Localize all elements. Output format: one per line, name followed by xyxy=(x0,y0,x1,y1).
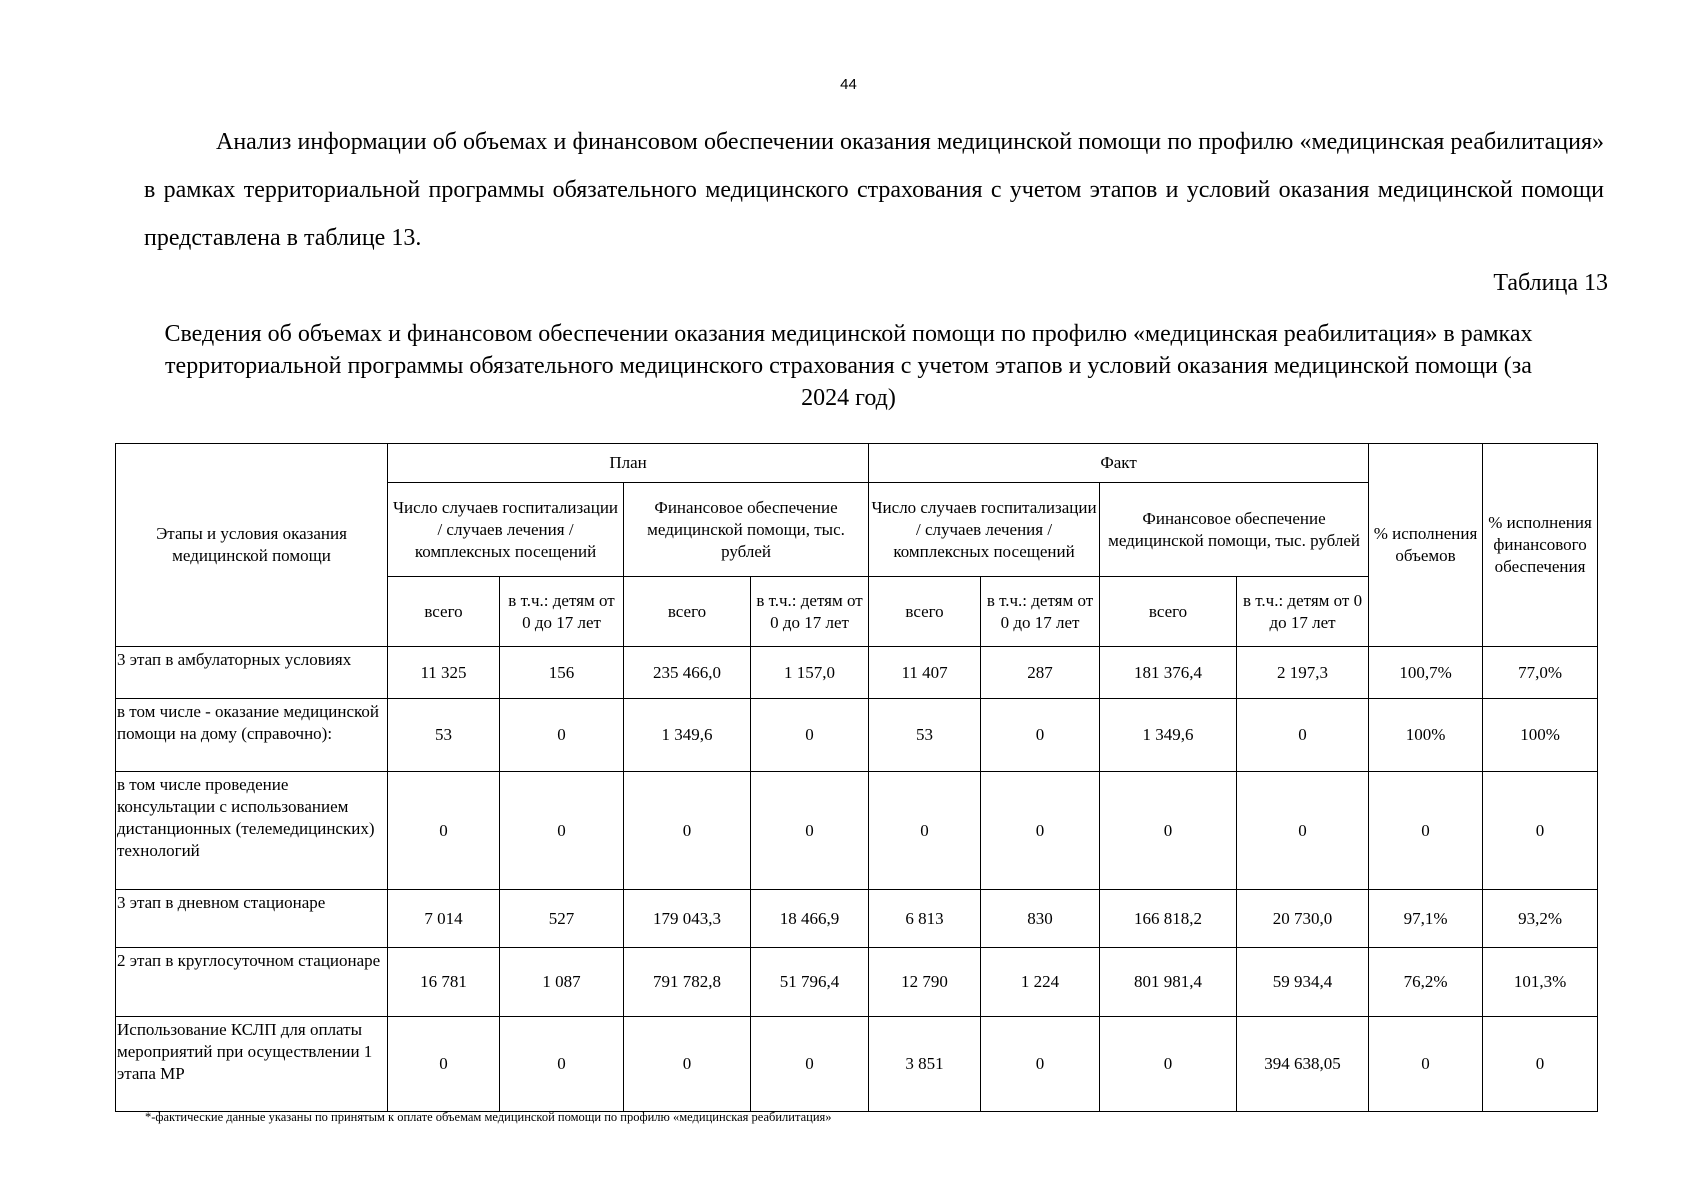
table-row xyxy=(116,948,1598,1017)
cell: 0 xyxy=(500,772,624,890)
row-label: 2 этап в круглосуточном стационаре xyxy=(116,948,388,1017)
table-row xyxy=(116,699,1598,772)
cell: 100,7% xyxy=(1369,647,1483,699)
cell: 53 xyxy=(869,699,981,772)
cell: 0 xyxy=(981,772,1100,890)
cell: 179 043,3 xyxy=(624,890,751,948)
cell: 0 xyxy=(500,699,624,772)
cell: 1 157,0 xyxy=(751,647,869,699)
cell: 101,3% xyxy=(1483,948,1598,1017)
cell: 0 xyxy=(751,699,869,772)
cell: 287 xyxy=(981,647,1100,699)
header-plan-cases-children: в т.ч.: детям от 0 до 17 лет xyxy=(500,577,624,647)
cell: 6 813 xyxy=(869,890,981,948)
cell: 0 xyxy=(1369,1017,1483,1112)
cell: 0 xyxy=(388,1017,500,1112)
header-fact: Факт xyxy=(869,444,1369,483)
row-label: в том числе - оказание медицинской помощи на дому (справочно): xyxy=(116,699,388,772)
cell: 20 730,0 xyxy=(1237,890,1369,948)
header-pct-finance: % исполнения финансового обеспечения xyxy=(1483,444,1598,647)
header-plan-cases: Число случаев госпитализации / случаев лечения / комплексных посещений xyxy=(388,483,624,577)
header-fact-cases: Число случаев госпитализации / случаев лечения / комплексных посещений xyxy=(869,483,1100,577)
cell: 0 xyxy=(1483,1017,1598,1112)
cell: 0 xyxy=(751,772,869,890)
cell: 181 376,4 xyxy=(1100,647,1237,699)
cell: 11 325 xyxy=(388,647,500,699)
header-plan-cases-total: всего xyxy=(388,577,500,647)
cell: 1 349,6 xyxy=(1100,699,1237,772)
cell: 11 407 xyxy=(869,647,981,699)
cell: 0 xyxy=(1100,1017,1237,1112)
cell: 0 xyxy=(869,772,981,890)
cell: 0 xyxy=(751,1017,869,1112)
header-fact-cases-children: в т.ч.: детям от 0 до 17 лет xyxy=(981,577,1100,647)
page-number: 44 xyxy=(840,76,857,93)
cell: 76,2% xyxy=(1369,948,1483,1017)
cell: 791 782,8 xyxy=(624,948,751,1017)
table-row xyxy=(116,772,1598,890)
cell: 100% xyxy=(1369,699,1483,772)
cell: 7 014 xyxy=(388,890,500,948)
cell: 51 796,4 xyxy=(751,948,869,1017)
cell: 0 xyxy=(624,772,751,890)
cell: 3 851 xyxy=(869,1017,981,1112)
footnote: *-фактические данные указаны по принятым к оплате объемам медицинской помощи по профилю «медицинская реабилитация» xyxy=(145,1110,832,1124)
cell: 830 xyxy=(981,890,1100,948)
cell: 166 818,2 xyxy=(1100,890,1237,948)
table-row xyxy=(116,1017,1598,1112)
cell: 53 xyxy=(388,699,500,772)
cell: 18 466,9 xyxy=(751,890,869,948)
table-label: Таблица 13 xyxy=(1493,270,1608,296)
cell: 97,1% xyxy=(1369,890,1483,948)
table-row xyxy=(116,890,1598,948)
cell: 12 790 xyxy=(869,948,981,1017)
cell: 527 xyxy=(500,890,624,948)
cell: 93,2% xyxy=(1483,890,1598,948)
header-fact-cases-total: всего xyxy=(869,577,981,647)
header-plan-finance: Финансовое обеспечение медицинской помощи, тыс. рублей xyxy=(624,483,869,577)
cell: 2 197,3 xyxy=(1237,647,1369,699)
cell: 59 934,4 xyxy=(1237,948,1369,1017)
cell: 0 xyxy=(1237,699,1369,772)
cell: 1 224 xyxy=(981,948,1100,1017)
cell: 0 xyxy=(388,772,500,890)
cell: 0 xyxy=(500,1017,624,1112)
cell: 0 xyxy=(1100,772,1237,890)
header-pct-volume: % исполнения объемов xyxy=(1369,444,1483,647)
cell: 0 xyxy=(1483,772,1598,890)
header-stages: Этапы и условия оказания медицинской помощи xyxy=(116,444,388,647)
cell: 16 781 xyxy=(388,948,500,1017)
table-row xyxy=(116,647,1598,699)
cell: 0 xyxy=(981,1017,1100,1112)
row-label: Использование КСЛП для оплаты мероприятий при осуществлении 1 этапа МР xyxy=(116,1017,388,1112)
row-label: 3 этап в амбулаторных условиях xyxy=(116,647,388,699)
cell: 0 xyxy=(624,1017,751,1112)
header-plan-finance-total: всего xyxy=(624,577,751,647)
header-fact-finance-children: в т.ч.: детям от 0 до 17 лет xyxy=(1237,577,1369,647)
header-fact-finance: Финансовое обеспечение медицинской помощи, тыс. рублей xyxy=(1100,483,1369,577)
row-label: 3 этап в дневном стационаре xyxy=(116,890,388,948)
row-label: в том числе проведение консультации с использованием дистанционных (телемедицинских) технологий xyxy=(116,772,388,890)
cell: 235 466,0 xyxy=(624,647,751,699)
cell: 394 638,05 xyxy=(1237,1017,1369,1112)
cell: 77,0% xyxy=(1483,647,1598,699)
cell: 100% xyxy=(1483,699,1598,772)
cell: 0 xyxy=(1237,772,1369,890)
cell: 1 087 xyxy=(500,948,624,1017)
intro-paragraph: Анализ информации об объемах и финансовом обеспечении оказания медицинской помощи по профилю «медицинская реабилитация» в рамках территориальной программы обязательного медицинского страхования с учетом этапов и условий оказания медицинской помощи представлена в таблице 13. xyxy=(144,129,1604,251)
cell: 156 xyxy=(500,647,624,699)
header-fact-finance-total: всего xyxy=(1100,577,1237,647)
cell: 1 349,6 xyxy=(624,699,751,772)
header-plan: План xyxy=(388,444,869,483)
header-plan-finance-children: в т.ч.: детям от 0 до 17 лет xyxy=(751,577,869,647)
cell: 0 xyxy=(981,699,1100,772)
cell: 801 981,4 xyxy=(1100,948,1237,1017)
cell: 0 xyxy=(1369,772,1483,890)
data-table xyxy=(115,443,1598,1112)
table-title: Сведения об объемах и финансовом обеспечении оказания медицинской помощи по профилю «медицинская реабилитация» в рамках территориальной программы обязательного медицинского страхования с учетом этапов и условий оказания медицинской помощи (за 2024 год) xyxy=(164,321,1533,411)
